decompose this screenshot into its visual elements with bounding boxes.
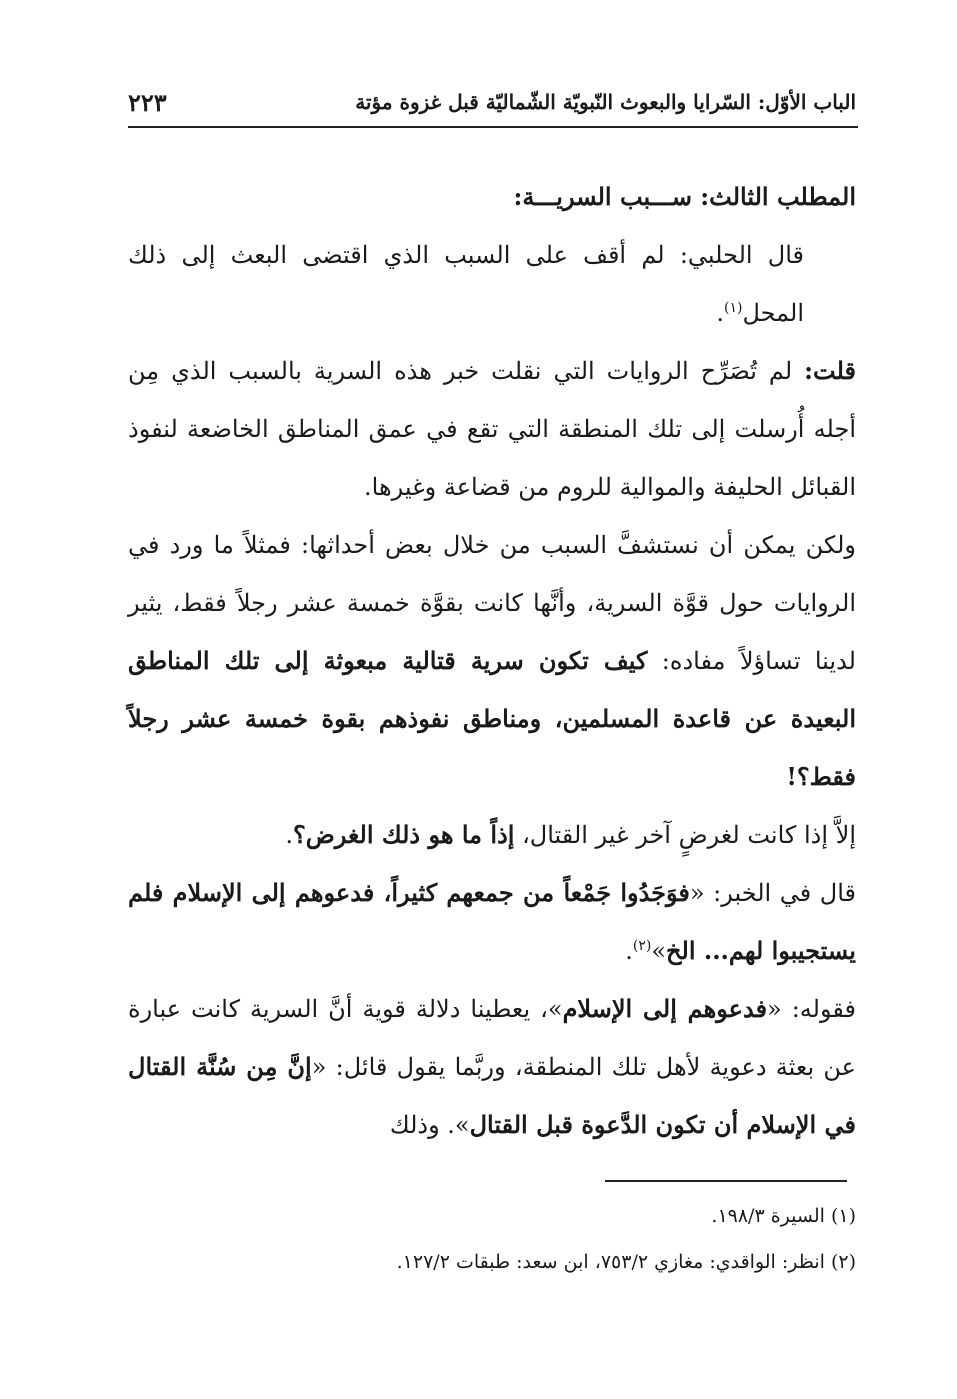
paragraph-1 <box>128 226 856 342</box>
paragraph-1-end: . <box>716 299 724 327</box>
paragraph-5-text: قال في الخبر: « <box>689 879 857 907</box>
paragraph-4-end: . <box>285 821 293 849</box>
footnote-separator <box>605 1180 847 1182</box>
footnotes <box>128 1193 856 1285</box>
qultu-label: قلت: <box>804 356 857 385</box>
paragraph-3-text: ولكن يمكن أن نستشفَّ السبب من خلال بعض أحداثها: فمثلاً ما ورد في الروايات حول قوَّة السرية، وأنَّها كانت بقوَّة خمسة عشر رجلاً فقط، يثير لدينا تساؤلاً مفاده: <box>128 531 856 675</box>
paragraph-4-question: إذاً ما هو ذلك الغرض؟ <box>292 820 515 849</box>
paragraph-1-text: قال الحلبي: لم أقف على السبب الذي اقتضى البعث إلى ذلك المحل <box>128 241 804 327</box>
paragraph-2 <box>128 342 856 516</box>
footnote-ref-2[interactable]: (٢) <box>632 938 652 954</box>
paragraph-5-quote: فوَجَدُوا جَمْعاً من جمعهم كثيراً، فدعوهم إلى الإسلام فلم يستجيبوا لهم... الخ <box>128 878 856 965</box>
paragraph-5 <box>128 864 856 980</box>
footnote-1: (١) السيرة ١٩٨/٣. <box>711 1205 856 1227</box>
main-text <box>128 168 856 1154</box>
chapter-title: الباب الأوّل: السّرايا والبعوث النّبويّة الشّماليّة قبل غزوة مؤتة <box>355 90 856 114</box>
paragraph-5-close: » <box>651 937 667 965</box>
paragraph-6 <box>128 980 856 1154</box>
header-rule <box>128 126 858 128</box>
paragraph-3 <box>128 516 856 806</box>
paragraph-6-mid: »، يعطينا دلالة قوية أنَّ السرية كانت عبارة عن بعثة دعوية لأهل تلك المنطقة، وربَّما يقول قائل: « <box>128 995 856 1081</box>
footnote-2: (٢) انظر: الواقدي: مغازي ٧٥٣/٢، ابن سعد: طبقات ١٢٧/٢. <box>396 1251 856 1273</box>
footnote-ref-1[interactable]: (١) <box>724 300 743 316</box>
paragraph-6-quote-2: إنَّ مِن سُنَّة القتال في الإسلام أن تكون الدَّعوة قبل القتال <box>128 1052 856 1139</box>
paragraph-6-quote-1: فدعوهم إلى الإسلام <box>562 994 768 1023</box>
paragraph-2-text: لم تُصَرِّح الروايات التي نقلت خبر هذه السرية بالسبب الذي مِن أجله أُرسلت إلى تلك المنطقة التي تقع في عمق المناطق الخاضعة لنفوذ القبائل الحليفة والموالية للروم من قضاعة وغيرها. <box>128 357 856 501</box>
section-heading: المطلب الثالث: ســـبب السريـــة: <box>513 182 856 211</box>
paragraph-6-start: فقوله: « <box>767 995 856 1023</box>
paragraph-4-text: إلاَّ إذا كانت لغرضٍ آخر غير القتال، <box>522 821 856 849</box>
running-header <box>128 84 856 120</box>
paragraph-4 <box>128 806 856 864</box>
page-number: ٢٢٣ <box>128 87 167 117</box>
paragraph-5-end: . <box>625 937 633 965</box>
paragraph-3-question: كيف تكون سرية قتالية مبعوثة إلى تلك المناطق البعيدة عن قاعدة المسلمين، ومناطق نفوذهم بقوة خمسة عشر رجلاً فقط؟! <box>128 646 856 791</box>
paragraph-6-end: ». وذلك <box>389 1111 470 1139</box>
